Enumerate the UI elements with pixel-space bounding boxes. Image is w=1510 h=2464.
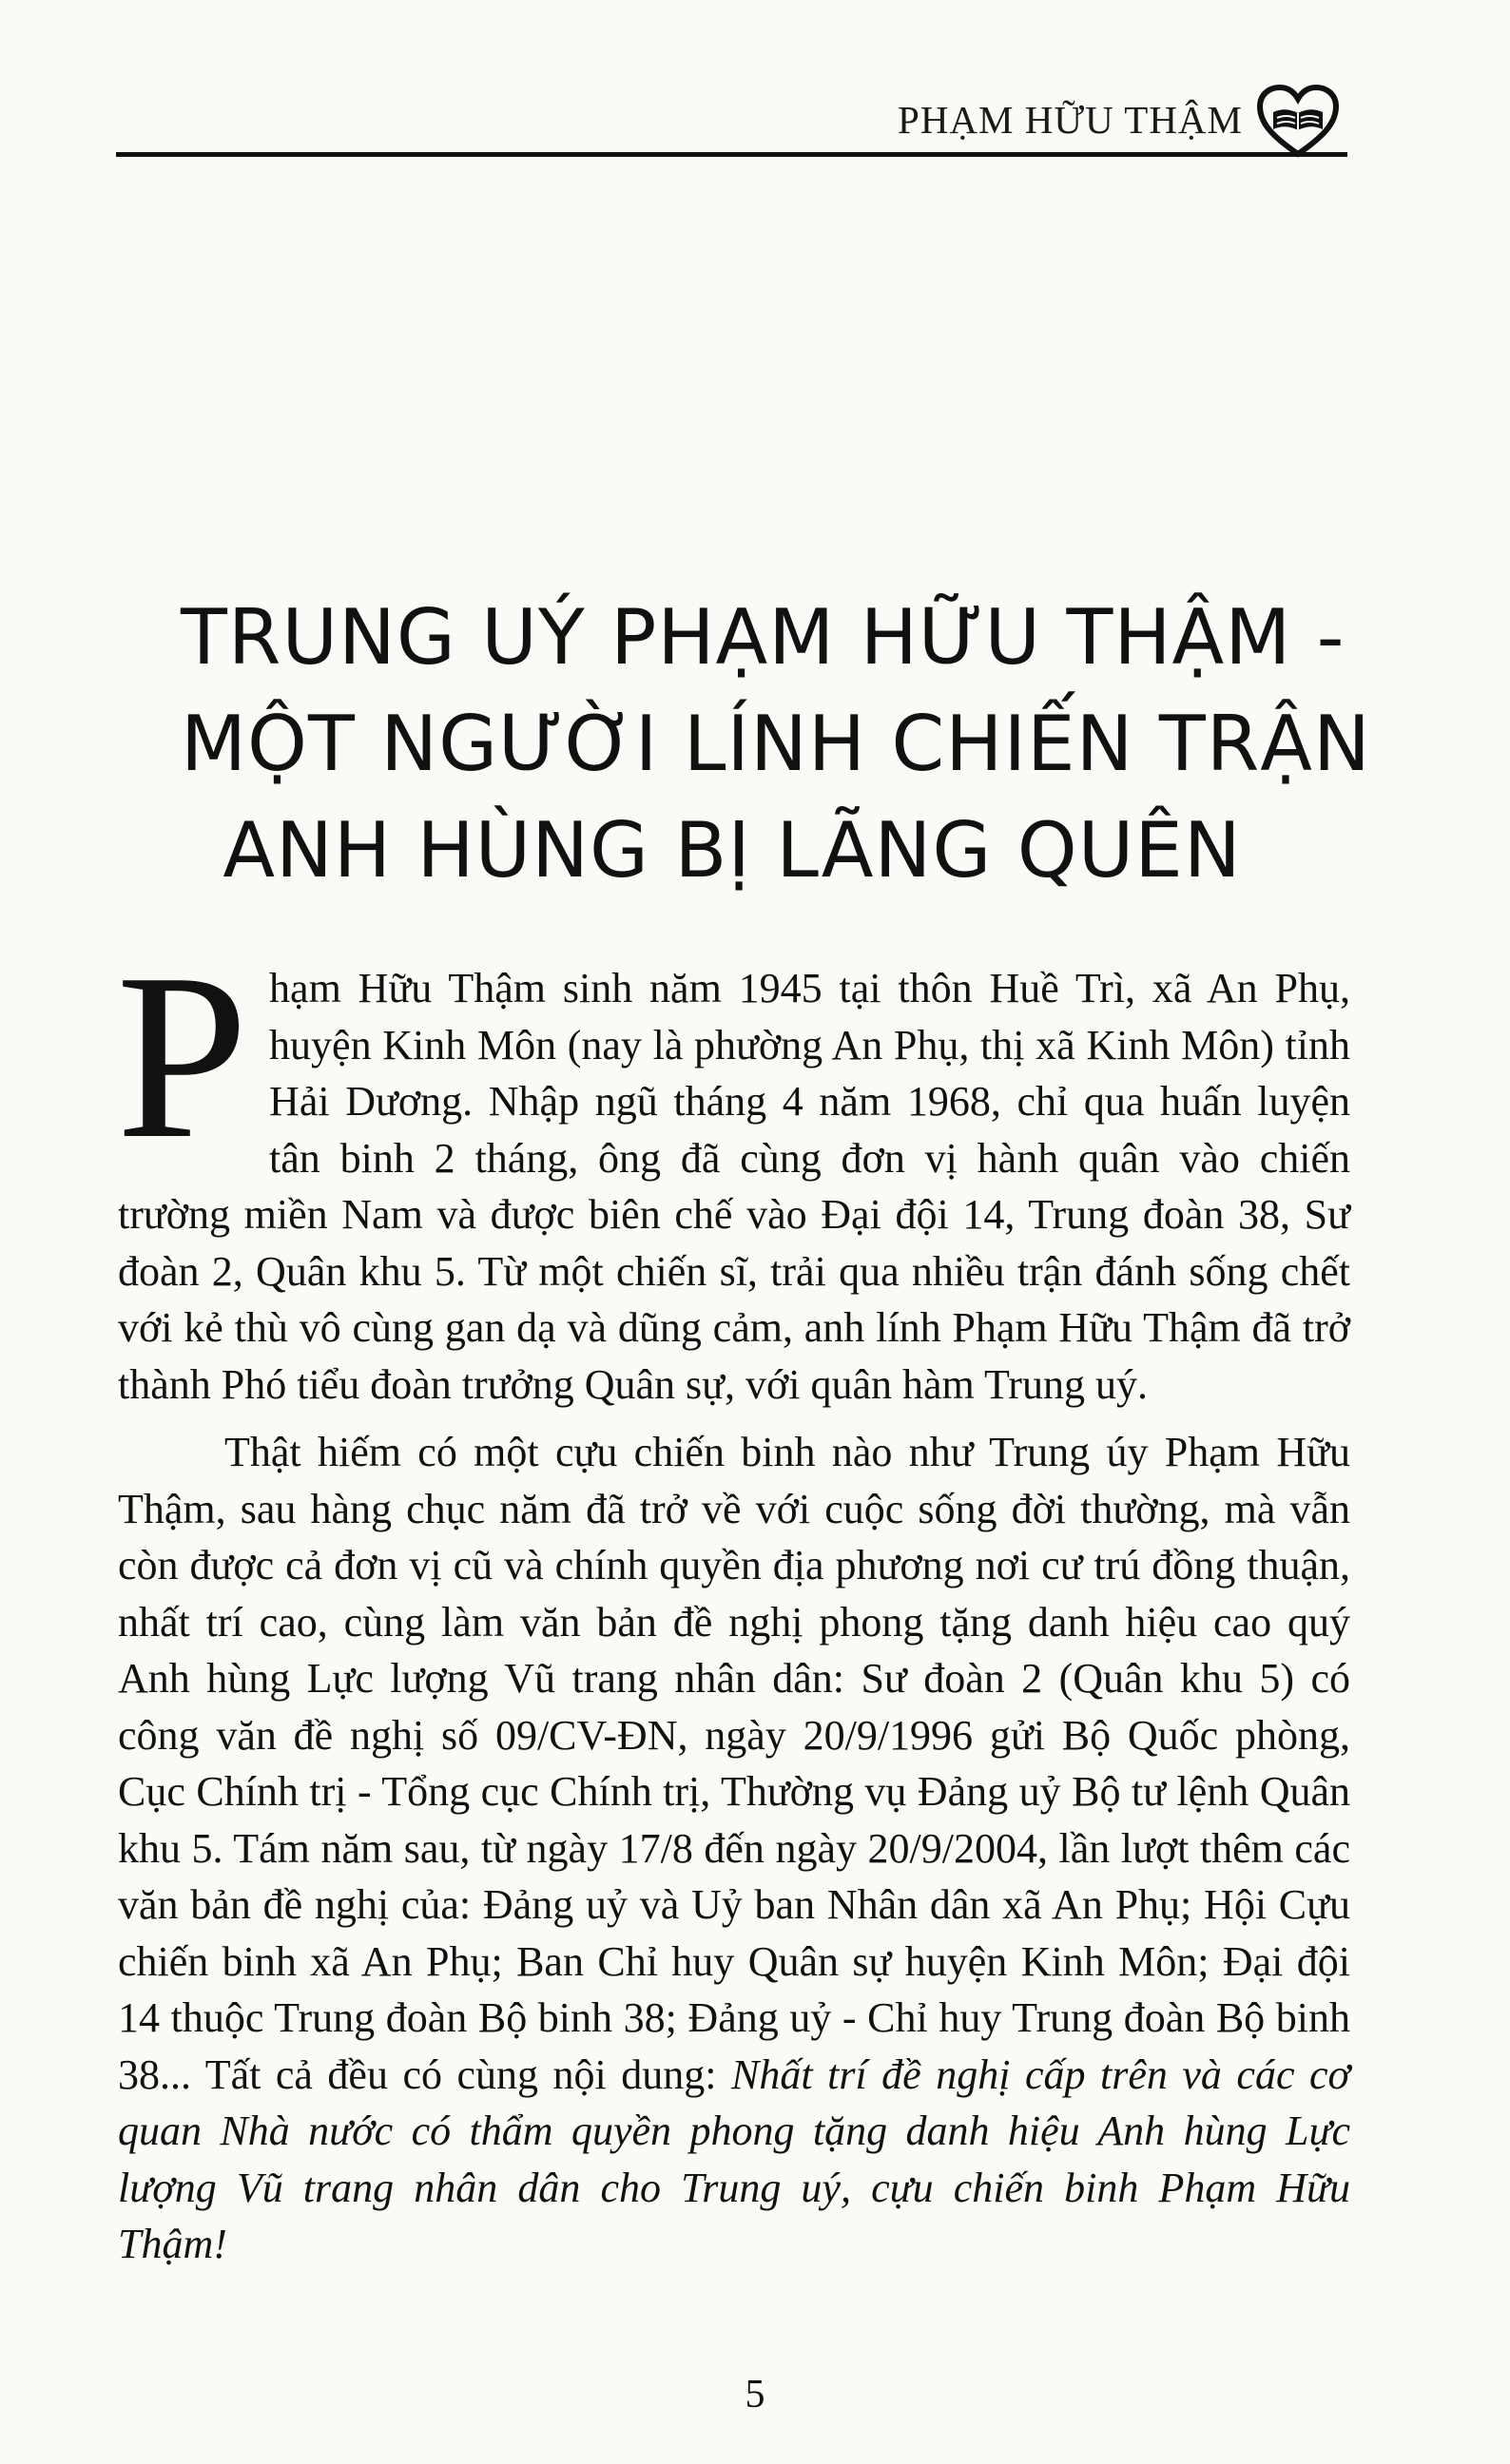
- page-number: 5: [745, 2373, 765, 2416]
- heart-book-logo-icon: [1254, 84, 1342, 160]
- header-rule: [116, 152, 1347, 157]
- chapter-title: [181, 585, 1371, 904]
- body-text: [116, 925, 1350, 2273]
- drop-cap: P: [116, 925, 249, 1188]
- running-title: PHẠM HỮU THẬM: [898, 98, 1243, 142]
- paragraph-2-italic-quote: Nhất trí đề nghị cấp trên và các cơ quan Nhà nước có thẩm quyền phong tặng danh hiệu Anh hùng Lực lượng Vũ trang nhân dân cho Trung uý, cựu chiến binh Phạm Hữu Thậm!: [118, 2050, 1350, 2267]
- paragraph-1-text: hạm Hữu Thậm sinh năm 1945 tại thôn Huề Trì, xã An Phụ, huyện Kinh Môn (nay là phường An Phụ, thị xã Kinh Môn) tỉnh Hải Dương. Nhập ngũ tháng 4 năm 1968, chỉ qua huấn luyện tân binh 2 tháng, ông đã cùng đơn vị hành quân vào chiến trường miền Nam và được biên chế vào Đại đội 14, Trung đoàn 38, Sư đoàn 2, Quân khu 5. Từ một chiến sĩ, trải qua nhiều trận đánh sống chết với kẻ thù vô cùng gan dạ và dũng cảm, anh lính Phạm Hữu Thậm đã trở thành Phó tiểu đoàn trưởng Quân sự, với quân hàm Trung uý.: [118, 965, 1350, 1408]
- paragraph-2-text: Thật hiếm có một cựu chiến binh nào như Trung úy Phạm Hữu Thậm, sau hàng chục năm đã trở về với cuộc sống đời thường, mà vẫn còn được cả đơn vị cũ và chính quyền địa phương nơi cư trú đồng thuận, nhất trí cao, cùng làm văn bản đề nghị phong tặng danh hiệu cao quý Anh hùng Lực lượng Vũ trang nhân dân: Sư đoàn 2 (Quân khu 5) có công văn đề nghị số 09/CV-ĐN, ngày 20/9/1996 gửi Bộ Quốc phòng, Cục Chính trị - Tổng cục Chính trị, Thường vụ Đảng uỷ Bộ tư lệnh Quân khu 5. Tám năm sau, từ ngày 17/8 đến ngày 20/9/2004, lần lượt thêm các văn bản đề nghị của: Đảng uỷ và Uỷ ban Nhân dân xã An Phụ; Hội Cựu chiến binh xã An Phụ; Ban Chỉ huy Quân sự huyện Kinh Môn; Đại đội 14 thuộc Trung đoàn Bộ binh 38; Đảng uỷ - Chỉ huy Trung đoàn Bộ binh 38... Tất cả đều có cùng nội dung:: [118, 1429, 1350, 2098]
- chapter-title-line-2: MỘT NGƯỜI LÍNH CHIẾN TRẬN: [181, 700, 1371, 788]
- chapter-title-line-3: ANH HÙNG BỊ LÃNG QUÊN: [223, 806, 1242, 895]
- running-header: [116, 84, 1347, 150]
- paragraph-2: [118, 1424, 1350, 2273]
- paragraph-1: [116, 925, 1350, 1413]
- chapter-title-line-1: TRUNG UÝ PHẠM HỮU THẬM -: [181, 593, 1345, 682]
